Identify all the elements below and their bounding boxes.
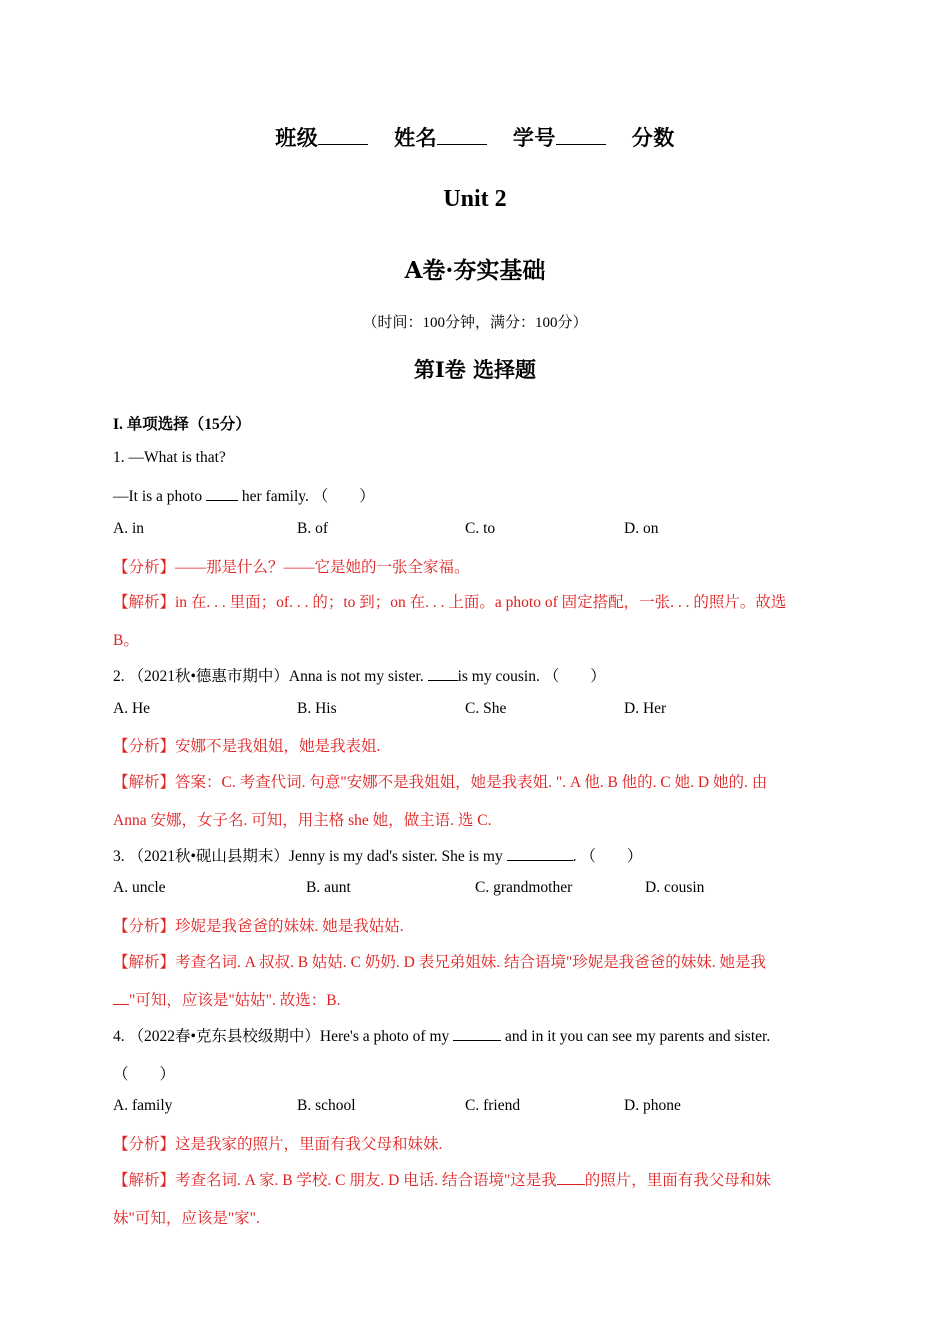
q1-line2	[113, 484, 843, 506]
q4-option-a: A. family	[113, 1097, 173, 1114]
class-blank	[318, 126, 368, 145]
q3-explain-line2	[113, 988, 843, 1010]
q3-explain-line2-text: "可知，应该是"姑姑". 故选：B.	[129, 992, 341, 1009]
q1-line2-pre: —It is a photo	[113, 488, 203, 505]
unit-title: Unit 2	[443, 186, 507, 212]
q1-option-a: A. in	[113, 520, 144, 537]
q4-analysis: 【分析】这是我家的照片，里面有我父母和妹妹.	[113, 1136, 443, 1153]
q3-analysis: 【分析】珍妮是我爸爸的妹妹. 她是我姑姑.	[113, 918, 404, 935]
class-label: 班级	[275, 126, 319, 150]
q1-explain-line1: 【解析】in 在. . . 里面；of. . . 的；to 到；on 在. . . 上面。a photo of 固定搭配，一张. . . 的照片。故选	[113, 594, 787, 611]
number-blank	[556, 126, 606, 145]
q4-explain-line2: 妹"可知，应该是"家".	[113, 1210, 260, 1227]
q2-option-d: D. Her	[624, 700, 667, 717]
score-label: 分数	[631, 126, 675, 150]
part-title: 第I卷 选择题	[413, 357, 537, 382]
section-title: A卷·夯实基础	[404, 257, 546, 284]
q2-option-b: B. His	[297, 700, 337, 717]
q2-explain-line1: 【解析】答案：C. 考查代词. 句意"安娜不是我姐姐，她是我表姐. ". A 他. B 他的. C 她. D 她的. 由	[113, 774, 768, 791]
q4-explain-line1	[113, 1168, 843, 1190]
q2-line1	[113, 664, 843, 686]
q3-option-d: D. cousin	[645, 879, 705, 896]
q2-option-a: A. He	[113, 700, 151, 717]
name-blank	[437, 126, 487, 145]
q4-explain-line1-pre: 【解析】考查名词. A 家. B 学校. C 朋友. D 电话. 结合语境"这是我	[113, 1172, 557, 1189]
q3-option-a: A. uncle	[113, 879, 166, 896]
q1-blank	[206, 486, 238, 501]
q1-option-b: B. of	[297, 520, 328, 537]
q2-line1-pre: 2. （2021秋•德惠市期中）Anna is not my sister.	[113, 668, 424, 685]
q1-explain-line2: B。	[113, 632, 139, 649]
q1-line1: 1. —What is that?	[113, 449, 226, 466]
q4-option-d: D. phone	[624, 1097, 681, 1114]
q2-analysis: 【分析】安娜不是我姐姐，她是我表姐.	[113, 738, 381, 755]
q2-option-c: C. She	[465, 700, 507, 717]
q2-blank	[428, 666, 458, 681]
q2-line1-post: is my cousin. （ ）	[457, 668, 606, 685]
section1-title: I. 单项选择（15分）	[113, 416, 251, 433]
q1-option-d: D. on	[624, 520, 659, 537]
q4-explain-line1-post: 的照片，里面有我父母和妹	[584, 1172, 771, 1189]
q3-option-b: B. aunt	[306, 879, 351, 896]
q3-blank	[507, 846, 573, 861]
q4-explain-blank	[557, 1170, 585, 1185]
q3-line1-post: . （ ）	[572, 848, 643, 865]
q4-line1-post: and in it you can see my parents and sister.	[505, 1028, 771, 1045]
q2-explain-line2: Anna 安娜，女子名. 可知，用主格 she 她，做主语. 选 C.	[113, 812, 492, 829]
q1-option-c: C. to	[465, 520, 496, 537]
q4-option-c: C. friend	[465, 1097, 521, 1114]
student-info-header	[0, 122, 950, 152]
time-note: （时间：100分钟，满分：100分）	[362, 315, 588, 331]
q1-line2-post: her family. （ ）	[241, 488, 375, 505]
q1-analysis: 【分析】——那是什么？——它是她的一张全家福。	[113, 559, 470, 576]
q4-option-b: B. school	[297, 1097, 356, 1114]
q4-line2: （ ）	[113, 1066, 176, 1083]
q4-line1	[113, 1024, 843, 1046]
q3-explain-blank	[113, 990, 129, 1005]
q3-line1	[113, 844, 843, 866]
name-label: 姓名	[394, 126, 438, 150]
number-label: 学号	[512, 126, 556, 150]
q3-line1-pre: 3. （2021秋•砚山县期末）Jenny is my dad's sister. She is my	[113, 848, 503, 865]
q4-blank	[453, 1026, 501, 1041]
q3-explain-line1: 【解析】考查名词. A 叔叔. B 姑姑. C 奶奶. D 表兄弟姐妹. 结合语境"珍妮是我爸爸的妹妹. 她是我	[113, 954, 767, 971]
q3-option-c: C. grandmother	[475, 879, 573, 896]
q4-line1-pre: 4. （2022春•克东县校级期中）Here's a photo of my	[113, 1028, 450, 1045]
